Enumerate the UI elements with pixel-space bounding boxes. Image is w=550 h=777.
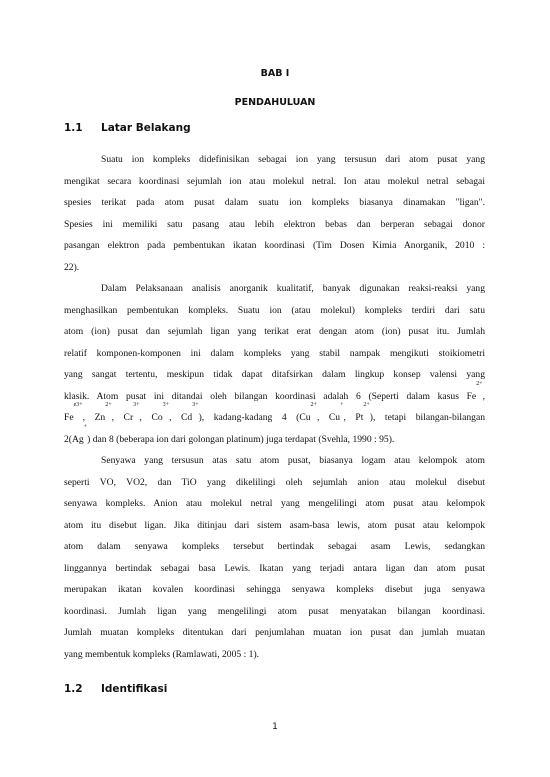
text-line: spesies terikat pada atom pusat dalam suatu ion kompleks biasanya dinamakan "ligan". <box>64 197 485 208</box>
text-line: pasangan elektron pada pembentukan ikatan koordinasi (Tim Dosen Kimia Anorganik, 2010 : <box>64 240 485 251</box>
text-run: , Cr <box>111 412 134 423</box>
text-line: atom dalam senyawa kompleks tersebut bertindak sebagai asam Lewis, sedangkan <box>64 541 485 552</box>
superscript: 2+ <box>363 402 370 408</box>
chapter-title: PENDAHULUAN <box>234 97 316 108</box>
text-run: , <box>482 390 485 402</box>
text-line: linggannya bertindak sebagai basa Lewis. Ikatan yang terjadi antara ligan dan atom pusat <box>64 562 485 574</box>
text-line: relatif komponen-komponen ini dalam kompleks yang stabil nampak mengikuti stoikiometri <box>64 347 485 359</box>
section-title: Latar Belakang <box>101 122 191 134</box>
text-run: , Pt <box>343 412 364 423</box>
text-run: , Zn <box>82 412 106 423</box>
superscript: + <box>83 423 88 430</box>
text-run: , Cu <box>316 412 341 423</box>
text-line: Suatu ion kompleks didefinisikan sebagai ion yang tersusun dari atom pusat yang <box>101 154 485 165</box>
text-line: atom (ion) pusat dan sejumlah ligan yang terikat erat dengan atom (ion) pusat itu. Jumlah <box>64 326 485 337</box>
superscript: 2+ <box>310 402 317 408</box>
superscript: 3+ <box>192 402 199 408</box>
superscript: + <box>340 402 344 408</box>
text-line: Senyawa yang tersusun atas satu atom pusat, biasanya logam atau kelompok atom <box>101 455 485 466</box>
text-line: senyawa kompleks. Anion atau molekul netral yang mengelilingi atom pusat atau kelompok <box>64 498 485 509</box>
text-line: yang membentuk kompleks (Ramlawati, 2005 : 1). <box>64 648 260 660</box>
chapter-number: BAB I <box>260 68 290 79</box>
text-line: 22). <box>64 261 80 273</box>
section-title: Identifikasi <box>101 683 168 695</box>
superscript: 2+ <box>105 402 112 408</box>
text-run: , Cd <box>169 412 193 423</box>
text-line <box>64 402 485 429</box>
text-line: menghasilkan pembentukan kompleks. Suatu ion (atau molekul) kompleks terdiri dari satu <box>64 304 485 316</box>
superscript: 3+ <box>162 402 170 408</box>
section-heading-1-2 <box>64 683 167 695</box>
section-heading-1-1 <box>64 122 191 134</box>
text-line: Spesies ini memiliki satu pasang atau lebih elektron bebas dan berperan sebagai donor <box>64 218 485 230</box>
text-line: seperti VO, VO2, dan TiO yang dikelilingi oleh sejumlah anion atau molekul disebut <box>64 476 485 488</box>
text-line <box>64 380 485 408</box>
text-line: Jumlah muatan kompleks ditentukan dari penjumlahan muatan ion pusat dan jumlah muatan <box>64 627 485 638</box>
text-line: yang sangat tertentu, meskipun tidak dapat ditafsirkan dalam lingkup konsep valensi yang <box>64 369 485 380</box>
text-line: Dalam Pelaksanaan analisis anorganik kualitatif, banyak digunakan reaksi-reaksi yang <box>101 283 485 294</box>
text-line <box>64 423 485 451</box>
superscript: 2+ <box>476 380 483 387</box>
text-line: koordinasi. Jumlah ligan yang mengelilingi atom pusat menyatakan bilangan koordinasi. <box>64 605 485 617</box>
page-number: 1 <box>272 722 278 732</box>
text-run: , Co <box>139 412 163 423</box>
section-number: 1.2 <box>64 683 83 695</box>
text-run: klasik. Atom pusat ini ditandai oleh bilangan koordinasi adalah 6 (Seperti dalam kasus Fe <box>64 390 477 402</box>
section-number: 1.1 <box>64 122 83 134</box>
text-run: ), kadang-kadang 4 (Cu <box>198 412 311 423</box>
body-text <box>64 149 485 665</box>
text-run: ) dan 8 (beberapa ion dari golongan platinum) juga terdapat (Svehla, 1990 : 95). <box>87 433 395 445</box>
superscript: 3+ <box>133 402 140 408</box>
superscript: e3+ <box>73 402 83 408</box>
text-line: merupakan ikatan kovalen koordinasi sehingga senyawa kompleks disebut juga senyawa <box>64 584 485 595</box>
text-line: atom itu disebut ligan. Jika ditinjau dari sistem asam-basa lewis, atom pusat atau kelompok <box>64 519 485 531</box>
text-run: Fe <box>64 412 74 423</box>
text-run: 2(Ag <box>64 433 84 445</box>
text-line: mengikat secara koordinasi sejumlah ion atau molekul netral. Ion atau molekul netral sebagai <box>64 175 485 187</box>
text-run: ), tetapi bilangan-bilangan <box>369 412 485 423</box>
